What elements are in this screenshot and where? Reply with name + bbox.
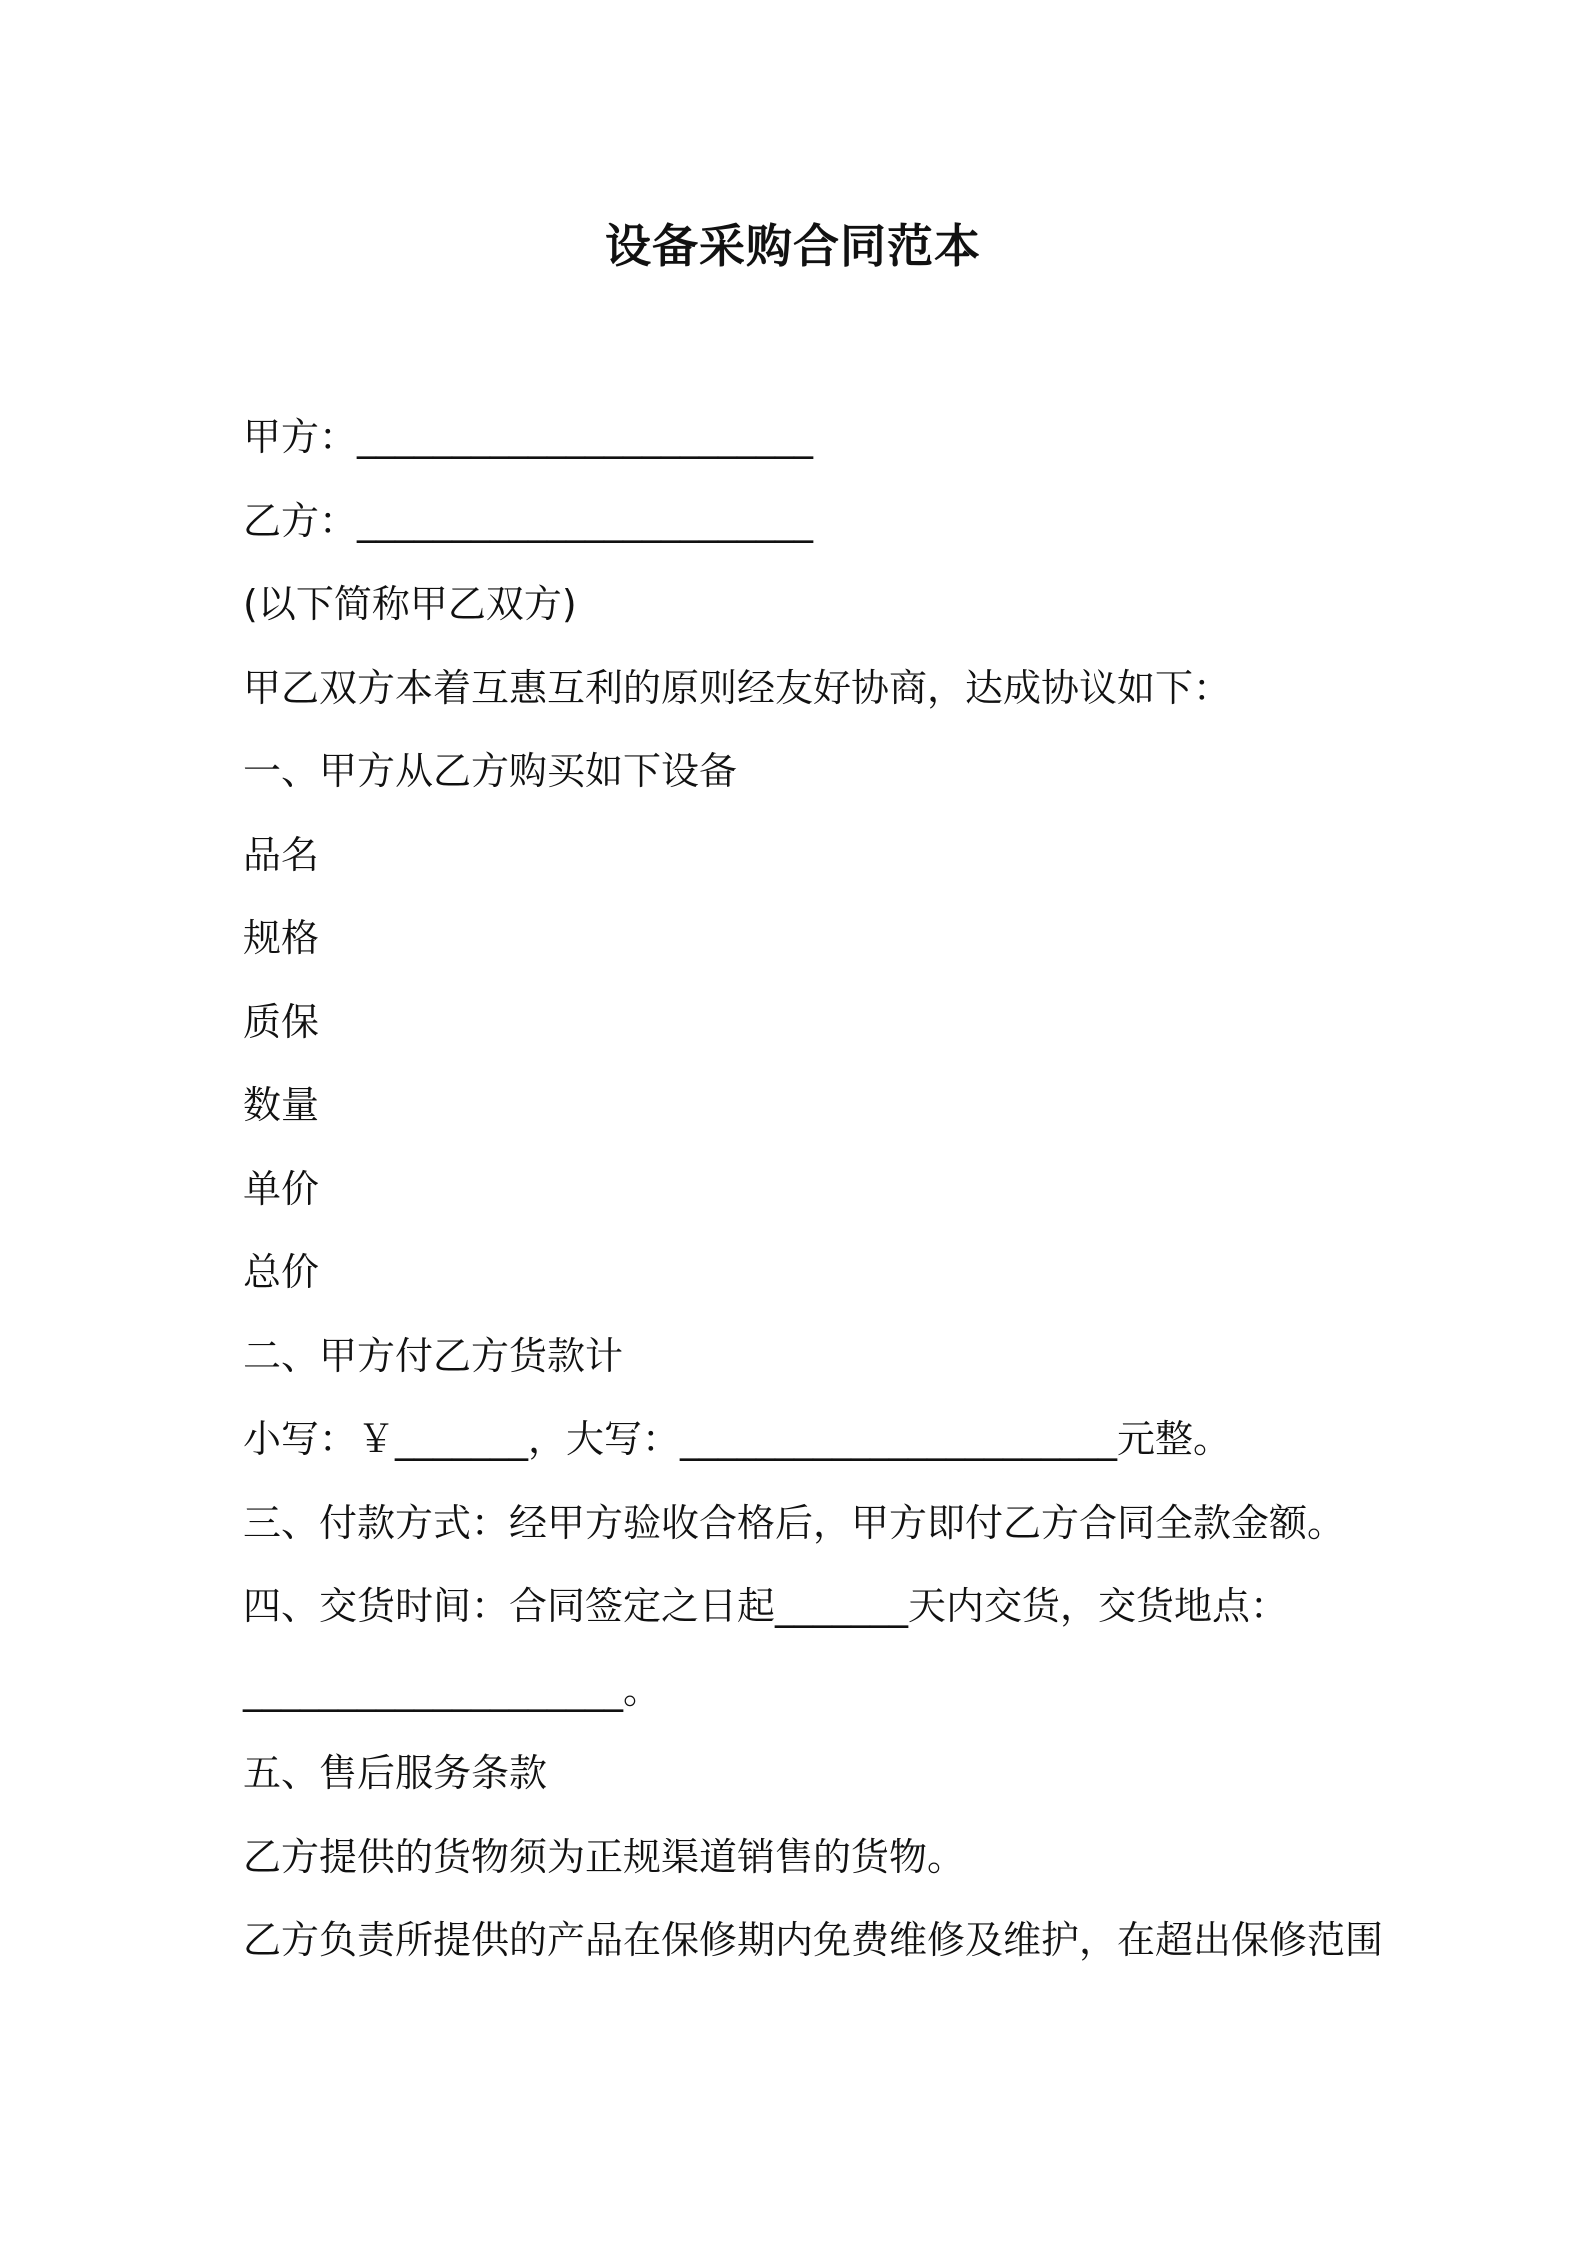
total-price-field: 总价 [243,1250,320,1294]
warranty-service-line: 乙方负责所提供的产品在保修期内免费维修及维护，在超出保修范围 [243,1918,1384,1962]
delivery-time-line: 四、交货时间：合同签定之日起_______天内交货，交货地点： [243,1584,1289,1628]
specification-field: 规格 [243,916,320,960]
section-two-heading: 二、甲方付乙方货款计 [243,1333,624,1378]
unit-price-field: 单价 [243,1166,320,1211]
document-body [243,410,1383,1997]
document-title: 设备采购合同范本 [605,219,981,273]
payment-method-line: 三、付款方式：经甲方验收合格后，甲方即付乙方合同全款金额。 [243,1500,1346,1545]
goods-channel-line: 乙方提供的货物须为正规渠道销售的货物。 [243,1834,966,1879]
quantity-field: 数量 [243,1083,320,1127]
warranty-field: 质保 [243,999,320,1044]
payment-amount-line: 小写：￥_______，大写：_______________________元整。 [243,1417,1232,1461]
section-one-heading: 一、甲方从乙方购买如下设备 [243,749,738,793]
product-name-field: 品名 [243,832,320,877]
agreement-intro-line: 甲乙双方本着互惠互利的原则经友好协商，达成协议如下： [243,665,1232,710]
party-b-line: 乙方：________________________ [243,498,814,543]
section-five-heading: 五、售后服务条款 [243,1751,548,1795]
delivery-location-line: ____________________。 [243,1667,662,1712]
parties-abbreviation-line: (以下简称甲乙双方) [243,582,577,626]
party-a-line: 甲方：________________________ [243,415,814,459]
